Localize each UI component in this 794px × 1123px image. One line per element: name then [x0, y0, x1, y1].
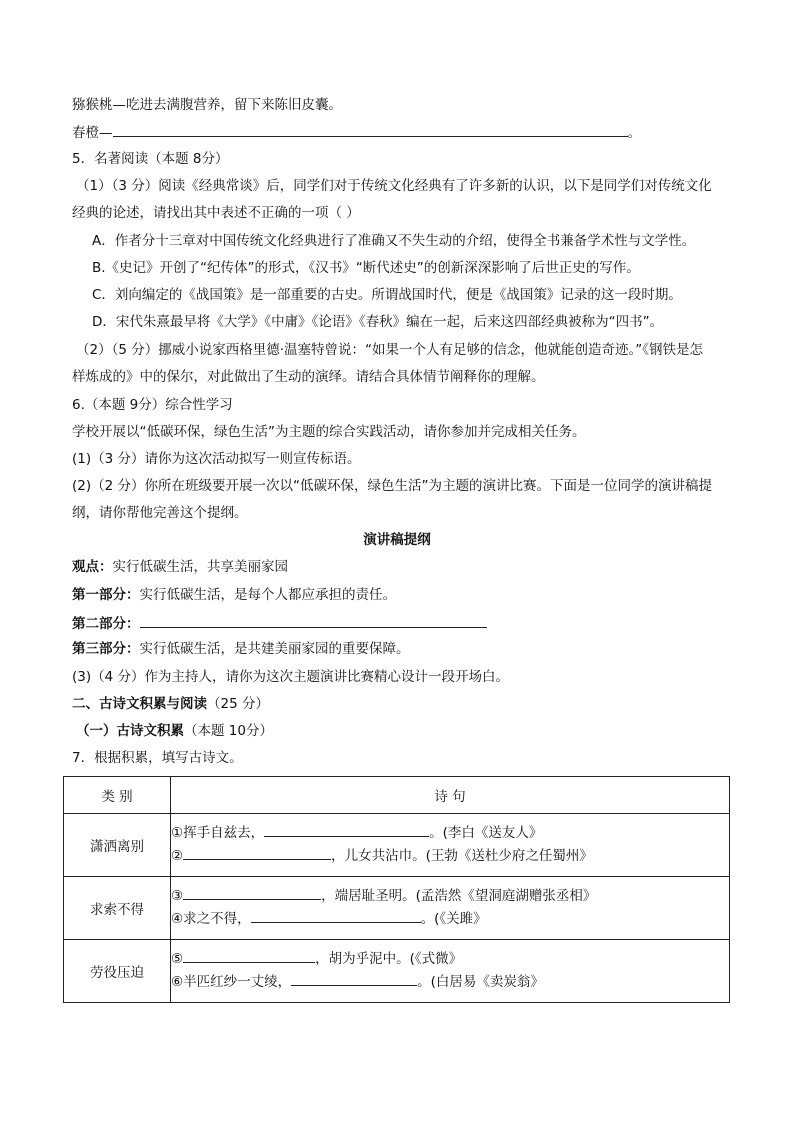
section2-subheading-text: （一）古诗文积累 [76, 723, 184, 739]
q6-sub2-line1: (2)（2 分）你所在班级要开展一次以“低碳环保，绿色生活”为主题的演讲比赛。下面是一位同学的演讲稿提 [72, 478, 712, 494]
q4-prompt-suffix: 。 [627, 125, 641, 141]
q5-option-a: A．作者分十三章对中国传统文化经典进行了准确又不失生动的介绍，使得全书兼备学术性与文学性。 [92, 233, 696, 249]
row-lines [171, 877, 730, 940]
q4-answer-blank[interactable] [113, 122, 628, 137]
q4-example: 猕猴桃—吃进去满腹营养，留下来陈旧皮囊。 [72, 97, 342, 113]
poem-line [171, 885, 729, 908]
q6-intro: 学校开展以“低碳环保，绿色生活”为主题的综合实践活动，请你参加并完成相关任务。 [72, 424, 586, 440]
q4-prompt [72, 122, 641, 142]
poem-line-pre: ③ [171, 888, 184, 904]
poem-line-pre: ⑥半匹红纱一丈绫， [171, 974, 292, 990]
outline-part2-blank[interactable] [140, 613, 487, 628]
q6-heading: 6.（本题 9分）综合性学习 [72, 397, 233, 413]
section2-heading [72, 695, 269, 713]
outline-part3-label: 第三部分： [72, 641, 140, 657]
poem-blank-2[interactable] [183, 845, 331, 860]
q5-sub1-line2: 经典的论述，请找出其中表述不正确的一项（ ） [72, 205, 360, 221]
outline-part1-label: 第一部分： [72, 587, 140, 603]
poem-blank-3[interactable] [183, 885, 321, 900]
poem-table-header [64, 777, 730, 814]
header-category: 类 别 [64, 777, 171, 814]
outline-viewpoint-text: 实行低碳生活，共享美丽家园 [112, 559, 288, 575]
outline-part2-label: 第二部分： [72, 616, 140, 632]
poem-blank-6[interactable] [291, 971, 417, 986]
poem-blank-1[interactable] [264, 822, 429, 837]
q6-sub3: (3)（4 分）作为主持人，请你为这次主题演讲比赛精心设计一段开场白。 [72, 669, 510, 685]
q6-sub1: (1)（3 分）请你为这次活动拟写一则宣传标语。 [72, 451, 361, 467]
poem-line-post: 。(《关雎》 [420, 911, 487, 927]
row-lines [171, 940, 730, 1003]
poem-line [171, 971, 729, 994]
row-category: 潇洒离别 [64, 814, 171, 877]
poem-line-post: ，胡为乎泥中。(《式微》 [315, 951, 463, 967]
outline-part3-text: 实行低碳生活，是共建美丽家园的重要保障。 [139, 641, 410, 657]
poem-table [63, 776, 730, 1003]
poem-line [171, 948, 729, 971]
poem-line [171, 822, 729, 845]
section2-subheading [76, 722, 273, 740]
row-category: 劳役压迫 [64, 940, 171, 1003]
poem-blank-4[interactable] [251, 908, 421, 923]
section2-heading-score: （25 分） [207, 696, 269, 712]
q5-sub2-line1: （2）（5 分）挪威小说家西格里德·温塞特曾说：“如果一个人有足够的信念，他就能创造奇迹。”《钢铁是怎 [76, 342, 703, 358]
row-category: 求索不得 [64, 877, 171, 940]
table-row [64, 940, 730, 1003]
q5-sub2-line2: 样炼成的》中的保尔，对此做出了生动的演绎。请结合具体情节阐释你的理解。 [72, 369, 545, 385]
table-row [64, 877, 730, 940]
row-lines [171, 814, 730, 877]
outline-part2 [72, 613, 487, 633]
poem-line-post: 。(白居易《卖炭翁》 [417, 974, 544, 990]
poem-line-pre: ④求之不得， [171, 911, 251, 927]
poem-line-post: ，端居耻圣明。(孟浩然《望洞庭湖赠张丞相》 [321, 888, 597, 904]
q5-option-d: D．宋代朱熹最早将《大学》《中庸》《论语》《春秋》编在一起，后来这四部经典被称为“四书”。 [92, 314, 664, 330]
outline-part1 [72, 586, 396, 604]
poem-line [171, 845, 729, 868]
outline-viewpoint [72, 558, 288, 576]
outline-viewpoint-label: 观点： [72, 559, 113, 575]
poem-line-pre: ①挥手自兹去， [171, 825, 265, 841]
q5-option-c: C．刘向编定的《战国策》是一部重要的古史。所谓战国时代，便是《战国策》记录的这一段时期。 [92, 287, 682, 303]
q5-sub1-line1: （1）（3 分）阅读《经典常谈》后，同学们对于传统文化经典有了许多新的认识，以下是同学们对传统文化 [76, 178, 712, 194]
q7-heading: 7．根据积累，填写古诗文。 [72, 750, 243, 766]
poem-line [171, 908, 729, 931]
outline-part3 [72, 640, 410, 658]
table-row [64, 814, 730, 877]
section2-subheading-score: （本题 10分） [184, 723, 273, 739]
section2-heading-text: 二、古诗文积累与阅读 [72, 696, 207, 712]
poem-line-post: 。(李白《送友人》 [429, 825, 543, 841]
poem-line-pre: ⑤ [171, 951, 184, 967]
header-lines: 诗 句 [171, 777, 730, 814]
q5-option-b: B.《史记》开创了“纪传体”的形式，《汉书》“断代述史”的创新深深影响了后世正史的写作。 [92, 260, 640, 276]
poem-line-pre: ② [171, 848, 184, 864]
poem-blank-5[interactable] [183, 948, 315, 963]
q5-heading: 5．名著阅读（本题 8分） [72, 151, 229, 167]
q6-sub2-line2: 纲，请你帮他完善这个提纲。 [72, 505, 248, 521]
q4-prompt-prefix: 春橙— [72, 125, 113, 141]
outline-title: 演讲稿提纲 [363, 532, 431, 548]
poem-line-post: ，儿女共沾巾。(王勃《送杜少府之任蜀州》 [331, 848, 593, 864]
outline-part1-text: 实行低碳生活，是每个人都应承担的责任。 [139, 587, 396, 603]
